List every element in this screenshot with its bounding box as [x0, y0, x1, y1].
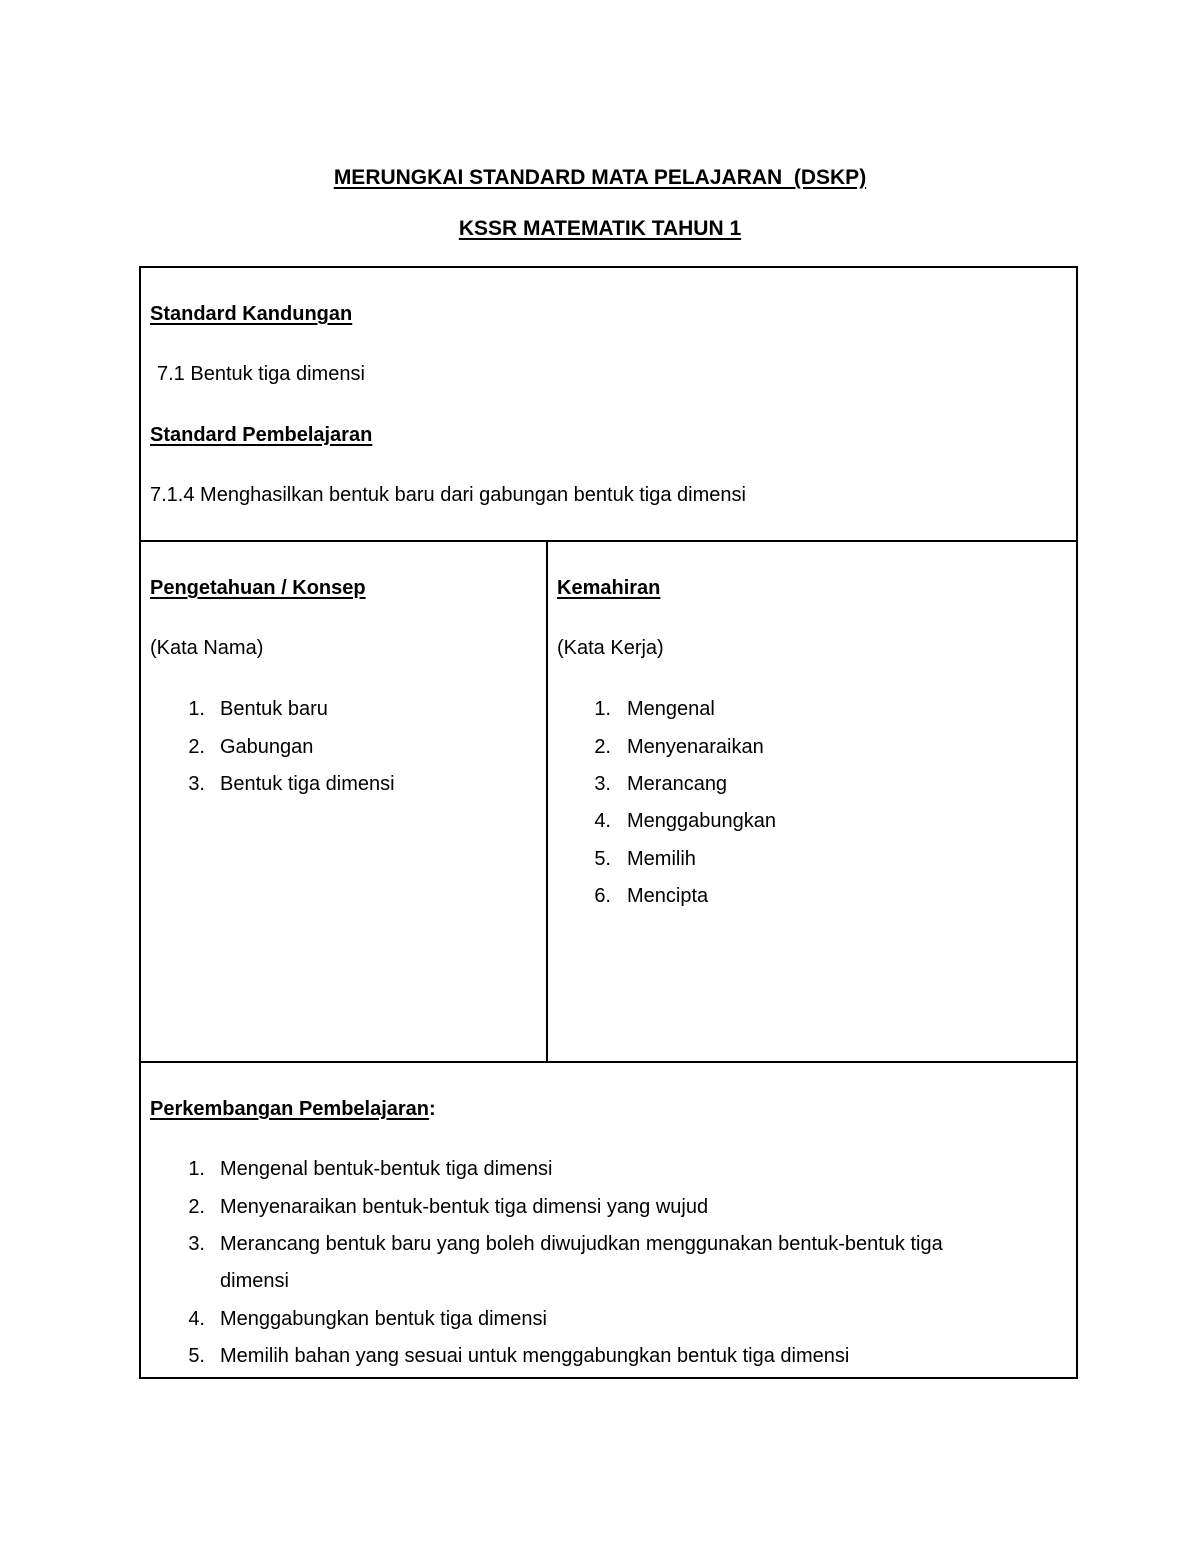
list-number: 2. — [188, 1196, 205, 1218]
perkembangan-heading-line — [150, 1097, 436, 1121]
standard-kandungan-heading: Standard Kandungan — [150, 303, 353, 325]
list-item: Memilih — [627, 848, 696, 870]
list-item: Merancang bentuk baru yang boleh diwujudkan menggunakan bentuk-bentuk tiga — [220, 1233, 943, 1255]
list-number: 1. — [188, 1158, 205, 1180]
kemahiran-box — [546, 540, 1078, 1063]
perkembangan-heading: Perkembangan Pembelajaran — [150, 1098, 430, 1120]
list-number: 3. — [594, 773, 611, 795]
list-item: Gabungan — [220, 736, 314, 758]
list-item: Menyenaraikan bentuk-bentuk tiga dimensi yang wujud — [220, 1196, 709, 1218]
list-number: 3. — [188, 1233, 205, 1255]
list-item: Merancang — [627, 773, 728, 795]
list-item: Mengenal bentuk-bentuk tiga dimensi — [220, 1158, 553, 1180]
list-number: 5. — [188, 1345, 205, 1367]
list-item: Menyenaraikan — [627, 736, 764, 758]
list-item: Bentuk baru — [220, 698, 328, 720]
kemahiran-sub: (Kata Kerja) — [557, 637, 664, 659]
list-number: 4. — [188, 1308, 205, 1330]
pengetahuan-heading: Pengetahuan / Konsep — [150, 577, 366, 599]
list-item-continuation: dimensi — [220, 1270, 289, 1292]
list-number: 5. — [594, 848, 611, 870]
pengetahuan-box — [139, 540, 548, 1063]
list-item: Menggabungkan — [627, 810, 777, 832]
list-item: Bentuk tiga dimensi — [220, 773, 395, 795]
list-number: 4. — [594, 810, 611, 832]
page-title: MERUNGKAI STANDARD MATA PELAJARAN (DSKP) — [333, 166, 867, 189]
list-item: Memilih bahan yang sesuai untuk menggabungkan bentuk tiga dimensi — [220, 1345, 850, 1367]
kemahiran-heading: Kemahiran — [557, 577, 661, 599]
page-subtitle: KSSR MATEMATIK TAHUN 1 — [458, 217, 742, 240]
list-number: 3. — [188, 773, 205, 795]
list-number: 2. — [188, 736, 205, 758]
list-number: 1. — [188, 698, 205, 720]
list-item: Menggabungkan bentuk tiga dimensi — [220, 1308, 547, 1330]
list-item: Mengenal — [627, 698, 715, 720]
standard-kandungan-text: 7.1 Bentuk tiga dimensi — [157, 363, 365, 385]
list-item: Mencipta — [627, 885, 709, 907]
standard-pembelajaran-heading: Standard Pembelajaran — [150, 424, 373, 446]
pengetahuan-sub: (Kata Nama) — [150, 637, 264, 659]
list-number: 1. — [594, 698, 611, 720]
standard-pembelajaran-text: 7.1.4 Menghasilkan bentuk baru dari gabungan bentuk tiga dimensi — [150, 484, 746, 506]
list-number: 6. — [594, 885, 611, 907]
perkembangan-colon: : — [429, 1098, 436, 1120]
list-number: 2. — [594, 736, 611, 758]
